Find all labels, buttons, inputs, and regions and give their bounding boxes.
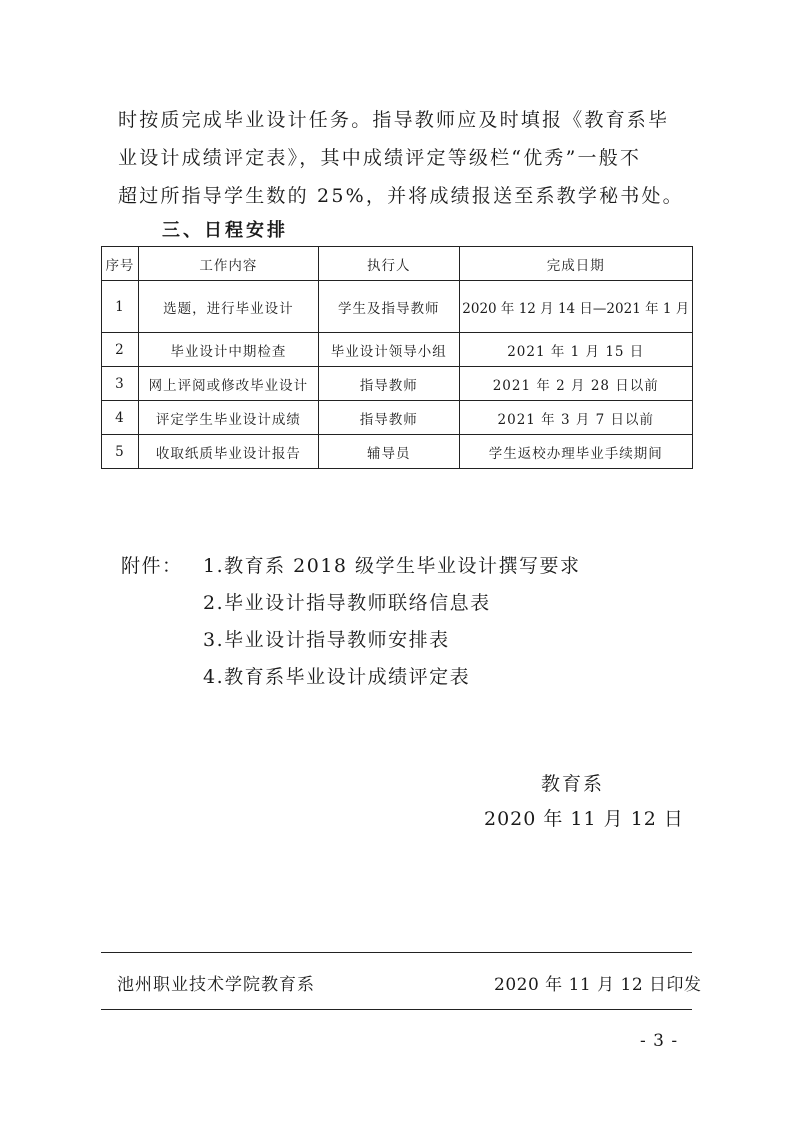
cell-seq: 4 bbox=[102, 401, 139, 435]
cell-seq: 1 bbox=[102, 281, 139, 333]
attachment-item: 4.教育系毕业设计成绩评定表 bbox=[203, 666, 471, 688]
header-executor: 执行人 bbox=[318, 247, 459, 281]
footer-top-rule bbox=[101, 952, 692, 953]
cell-task: 评定学生毕业设计成绩 bbox=[138, 401, 318, 435]
footer-issuer: 池州职业技术学院教育系 bbox=[117, 975, 315, 995]
signature-date: 2020 年 11 月 12 日 bbox=[484, 808, 684, 830]
header-deadline: 完成日期 bbox=[459, 247, 692, 281]
header-task: 工作内容 bbox=[138, 247, 318, 281]
cell-deadline: 2021 年 2 月 28 日以前 bbox=[459, 367, 692, 401]
attachments-label: 附件： bbox=[121, 555, 183, 577]
page-number: - 3 - bbox=[640, 1031, 679, 1051]
cell-deadline: 2020 年 12 月 14 日—2021 年 1 月 bbox=[459, 281, 692, 333]
cell-executor: 辅导员 bbox=[318, 435, 459, 469]
table-header-row bbox=[102, 247, 693, 281]
table-row bbox=[102, 367, 693, 401]
footer-bottom-rule bbox=[101, 1009, 692, 1010]
cell-task: 选题，进行毕业设计 bbox=[138, 281, 318, 333]
cell-task: 网上评阅或修改毕业设计 bbox=[138, 367, 318, 401]
header-seq: 序号 bbox=[102, 247, 139, 281]
attachment-item: 3.毕业设计指导教师安排表 bbox=[203, 629, 450, 651]
cell-task: 毕业设计中期检查 bbox=[138, 333, 318, 367]
cell-seq: 5 bbox=[102, 435, 139, 469]
table-row bbox=[102, 333, 693, 367]
paragraph-line: 业设计成绩评定表》，其中成绩评定等级栏“优秀”一般不 bbox=[118, 147, 642, 169]
cell-executor: 毕业设计领导小组 bbox=[318, 333, 459, 367]
schedule-table bbox=[101, 246, 693, 469]
paragraph-line: 时按质完成毕业设计任务。指导教师应及时填报《教育系毕 bbox=[118, 109, 670, 131]
attachment-item: 1.教育系 2018 级学生毕业设计撰写要求 bbox=[203, 555, 581, 577]
footer-issue-date: 2020 年 11 月 12 日印发 bbox=[494, 975, 702, 995]
paragraph-line: 超过所指导学生数的 25%，并将成绩报送至系教学秘书处。 bbox=[118, 185, 684, 207]
cell-seq: 2 bbox=[102, 333, 139, 367]
cell-deadline: 学生返校办理毕业手续期间 bbox=[459, 435, 692, 469]
table-row bbox=[102, 435, 693, 469]
cell-executor: 指导教师 bbox=[318, 367, 459, 401]
cell-executor: 学生及指导教师 bbox=[318, 281, 459, 333]
cell-deadline: 2021 年 1 月 15 日 bbox=[459, 333, 692, 367]
table-row bbox=[102, 281, 693, 333]
attachments-list bbox=[203, 548, 581, 696]
attachment-item: 2.毕业设计指导教师联络信息表 bbox=[203, 592, 491, 614]
cell-task: 收取纸质毕业设计报告 bbox=[138, 435, 318, 469]
body-paragraph bbox=[118, 101, 683, 215]
cell-deadline: 2021 年 3 月 7 日以前 bbox=[459, 401, 692, 435]
table-row bbox=[102, 401, 693, 435]
cell-seq: 3 bbox=[102, 367, 139, 401]
signature-department: 教育系 bbox=[541, 773, 605, 795]
section-heading-schedule: 三、日程安排 bbox=[162, 220, 288, 241]
cell-executor: 指导教师 bbox=[318, 401, 459, 435]
